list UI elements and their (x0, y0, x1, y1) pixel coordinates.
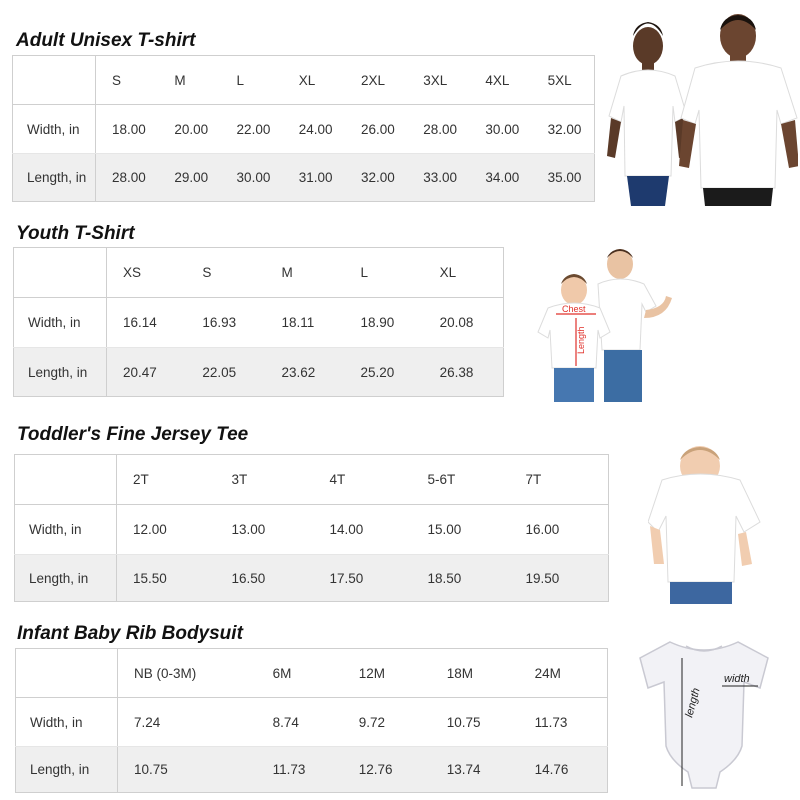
table-cell: 16.93 (186, 298, 265, 348)
table-row (14, 298, 504, 348)
table-cell: 15.50 (117, 555, 216, 602)
size-table-youth (13, 247, 504, 397)
table-cell: 11.73 (257, 747, 343, 793)
table-cell: 13.00 (215, 505, 313, 555)
size-table-adult (12, 55, 595, 202)
table-cell: 25.20 (345, 348, 424, 397)
table-cell: 28.00 (407, 105, 469, 154)
length-measure-label: length (683, 686, 703, 719)
table-cell: 9.72 (343, 698, 431, 747)
table-corner-cell (16, 649, 118, 698)
table-cell: 26.00 (345, 105, 407, 154)
table-cell: 16.50 (215, 555, 313, 602)
table-cell: 18.50 (411, 555, 509, 602)
table-cell: 18.90 (345, 298, 424, 348)
youth-models-photo (534, 248, 674, 404)
table-cell: 7.24 (118, 698, 257, 747)
table-corner-cell (14, 248, 107, 298)
size-header: 4T (313, 455, 411, 505)
size-header: 6M (257, 649, 343, 698)
table-cell: 12.00 (117, 505, 216, 555)
size-header: 2T (117, 455, 216, 505)
size-header: L (221, 56, 283, 105)
table-row (13, 105, 595, 154)
table-row (15, 505, 609, 555)
table-cell: 20.08 (424, 298, 504, 348)
row-label: Length, in (14, 348, 107, 397)
section-title-adult: Adult Unisex T-shirt (16, 30, 196, 51)
length-measure-label: Length (576, 326, 586, 354)
table-cell: 14.76 (519, 747, 608, 793)
row-label: Width, in (16, 698, 118, 747)
row-label: Length, in (16, 747, 118, 793)
table-cell: 24.00 (283, 105, 345, 154)
size-header: XL (283, 56, 345, 105)
table-row (16, 698, 608, 747)
section-title-toddler: Toddler's Fine Jersey Tee (17, 424, 249, 445)
table-cell: 15.00 (411, 505, 509, 555)
size-header: 3T (215, 455, 313, 505)
size-header: 5XL (532, 56, 595, 105)
table-cell: 26.38 (424, 348, 504, 397)
size-table-toddler (14, 454, 609, 602)
table-cell: 13.74 (431, 747, 519, 793)
size-header: M (265, 248, 344, 298)
row-label: Width, in (14, 298, 107, 348)
size-header: XS (107, 248, 187, 298)
table-corner-cell (13, 56, 96, 105)
row-label: Width, in (15, 505, 117, 555)
table-cell: 12.76 (343, 747, 431, 793)
table-cell: 22.05 (186, 348, 265, 397)
table-cell: 16.00 (509, 505, 608, 555)
table-cell: 34.00 (469, 154, 531, 202)
table-cell: 30.00 (469, 105, 531, 154)
section-title-youth: Youth T-Shirt (16, 223, 135, 244)
table-cell: 30.00 (221, 154, 283, 202)
table-cell: 32.00 (532, 105, 595, 154)
size-header: L (345, 248, 424, 298)
width-measure-label: width (724, 673, 750, 685)
table-row (16, 747, 608, 793)
size-header: XL (424, 248, 504, 298)
table-row (13, 154, 595, 202)
table-cell: 14.00 (313, 505, 411, 555)
toddler-model-photo (648, 446, 768, 604)
infant-bodysuit-illustration (636, 636, 772, 792)
size-header: S (186, 248, 265, 298)
size-header: 2XL (345, 56, 407, 105)
size-header: NB (0-3M) (118, 649, 257, 698)
row-label: Length, in (15, 555, 117, 602)
chest-measure-label: Chest (562, 304, 586, 314)
adult-models-photo (603, 6, 798, 206)
table-cell: 20.47 (107, 348, 187, 397)
table-cell: 11.73 (519, 698, 608, 747)
table-cell: 10.75 (431, 698, 519, 747)
size-header: 3XL (407, 56, 469, 105)
size-header: 18M (431, 649, 519, 698)
size-header: 24M (519, 649, 608, 698)
table-cell: 16.14 (107, 298, 187, 348)
size-header: 4XL (469, 56, 531, 105)
table-row (14, 348, 504, 397)
table-cell: 18.00 (96, 105, 159, 154)
size-header: 5-6T (411, 455, 509, 505)
table-corner-cell (15, 455, 117, 505)
size-header: M (158, 56, 220, 105)
table-cell: 19.50 (509, 555, 608, 602)
table-cell: 32.00 (345, 154, 407, 202)
table-cell: 17.50 (313, 555, 411, 602)
table-cell: 10.75 (118, 747, 257, 793)
table-cell: 8.74 (257, 698, 343, 747)
section-title-infant: Infant Baby Rib Bodysuit (17, 623, 243, 644)
table-cell: 22.00 (221, 105, 283, 154)
size-header: S (96, 56, 159, 105)
table-row (15, 555, 609, 602)
table-cell: 18.11 (265, 298, 344, 348)
table-cell: 35.00 (532, 154, 595, 202)
size-header: 12M (343, 649, 431, 698)
table-cell: 20.00 (158, 105, 220, 154)
table-cell: 29.00 (158, 154, 220, 202)
table-cell: 23.62 (265, 348, 344, 397)
row-label: Length, in (13, 154, 96, 202)
size-header: 7T (509, 455, 608, 505)
size-table-infant (15, 648, 608, 793)
table-cell: 33.00 (407, 154, 469, 202)
row-label: Width, in (13, 105, 96, 154)
table-cell: 31.00 (283, 154, 345, 202)
table-cell: 28.00 (96, 154, 159, 202)
